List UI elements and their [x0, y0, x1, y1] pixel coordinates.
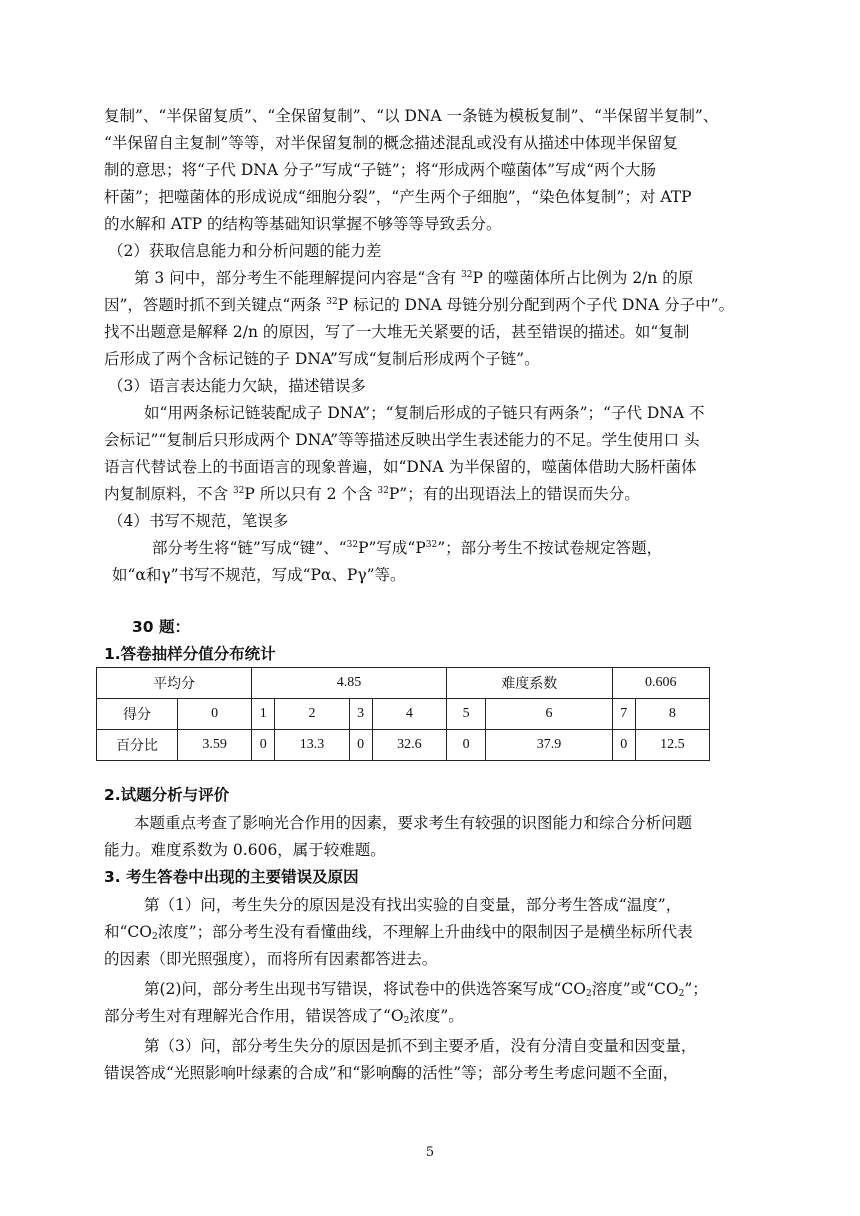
- text-line: 部分考生对有理解光合作用，错误答成了“$O_2$浓度”。: [104, 1007, 464, 1026]
- text-line: 后形成了两个含标记链的子 DNA”写成“复制后形成两个子链”。: [104, 350, 540, 368]
- score-label: 得分: [97, 699, 178, 730]
- section-2-paragraph: [104, 265, 754, 373]
- percent-cell: 0: [349, 730, 372, 761]
- intro-paragraph: [104, 103, 754, 238]
- text-line: 第（3）问，部分考生失分的原因是抓不到主要矛盾，没有分清自变量和因变量，: [144, 1037, 697, 1055]
- errors-heading: 3. 考生答卷中出现的主要错误及原因: [104, 868, 359, 886]
- score-cell: 7: [612, 699, 635, 730]
- text-line: 因”，答题时抓不到关键点“两条 $^{32}$P 标记的 DNA 母链分别分配到两个子代 DNA 分子中”。: [104, 296, 735, 314]
- score-cell: 0: [178, 699, 252, 730]
- page-number: 5: [425, 1145, 435, 1160]
- text-line: 内复制原料，不含 $^{32}$P 所以只有 2 个含 $^{32}$P”；有的出现语法上的错误而失分。: [104, 485, 640, 503]
- text-line: 第（1）问，考生失分的原因是没有找出实验的自变量，部分考生答成“温度”，: [144, 896, 682, 914]
- text-line: 能力。难度系数为 0.606，属于较难题。: [104, 841, 386, 859]
- text-line: 杆菌”；把噬菌体的形成说成“细胞分裂”，“产生两个子细胞”，“染色体复制”；对 ATP: [104, 188, 692, 206]
- analysis-heading: 2.试题分析与评价: [104, 786, 230, 804]
- text-line: 的因素（即光照强度），而将所有因素都答进去。: [104, 950, 438, 968]
- table-row: [97, 730, 710, 761]
- error-2-paragraph: [104, 976, 754, 1030]
- score-cell: 8: [635, 699, 709, 730]
- text-line: 第(2)问，部分考生出现书写错误，将试卷中的供选答案写成“$CO_2$溶度”或“$CO_2$”；: [144, 980, 708, 999]
- analysis-paragraph: [104, 810, 754, 864]
- text-line: 第 3 问中，部分考生不能理解提问内容是“含有 $^{32}$P 的噬菌体所占比例为 2/n 的原: [134, 269, 694, 287]
- section-3-paragraph: [104, 400, 754, 508]
- percent-cell: 3.59: [178, 730, 252, 761]
- score-cell: 4: [372, 699, 446, 730]
- avg-label: 平均分: [97, 668, 252, 699]
- table-row: [97, 668, 710, 699]
- section-4-heading: （4）书写不规范，笔误多: [108, 512, 289, 530]
- text-line: 会标记”“复制后只形成两个 DNA”等等描述反映出学生表述能力的不足。学生使用口 头: [104, 431, 700, 449]
- score-cell: 1: [252, 699, 275, 730]
- error-3-paragraph: [104, 1033, 754, 1087]
- section-3-heading: （3）语言表达能力欠缺，描述错误多: [108, 377, 366, 395]
- score-cell: 6: [486, 699, 612, 730]
- text-line: 语言代替试卷上的书面语言的现象普遍，如“DNA 为半保留的，噬菌体借助大肠杆菌体: [104, 458, 697, 476]
- text-line: 的水解和 ATP 的结构等基础知识掌握不够等等导致丢分。: [104, 215, 502, 233]
- percent-cell: 13.3: [275, 730, 349, 761]
- text-line: 部分考生将“链”写成“键”、“$^{32}$P”写成“$P^{32}$”；部分考生不按试卷规定答题，: [152, 539, 663, 557]
- percent-cell: 0: [446, 730, 486, 761]
- percent-cell: 32.6: [372, 730, 446, 761]
- text-line: “半保留自主复制”等等，对半保留复制的概念描述混乱或没有从描述中体现半保留复: [104, 134, 678, 152]
- score-cell: 3: [349, 699, 372, 730]
- section-2-heading: （2）获取信息能力和分析问题的能力差: [108, 242, 382, 260]
- percent-label: 百分比: [97, 730, 178, 761]
- text-line: 如“α和γ”书写不规范，写成“Pα、Pγ”等。: [112, 566, 406, 584]
- section-4-paragraph: [112, 535, 762, 589]
- score-distribution-table: [96, 667, 710, 761]
- table-row: [97, 699, 710, 730]
- percent-cell: 12.5: [635, 730, 709, 761]
- text-line: 如“用两条标记链装配成子 DNA”；“复制后形成的子链只有两条”；“子代 DNA 不: [144, 404, 705, 422]
- text-line: 找不出题意是解释 2/n 的原因，写了一大堆无关紧要的话，甚至错误的描述。如“复制: [104, 323, 690, 341]
- difficulty-value: 0.606: [612, 668, 709, 699]
- percent-cell: 0: [252, 730, 275, 761]
- text-line: 错误答成“光照影响叶绿素的合成”和“影响酶的活性”等；部分考生考虑问题不全面，: [104, 1064, 679, 1082]
- avg-value: 4.85: [252, 668, 447, 699]
- difficulty-label: 难度系数: [446, 668, 612, 699]
- text-line: 本题重点考查了影响光合作用的因素，要求考生有较强的识图能力和综合分析问题: [134, 814, 693, 832]
- score-cell: 5: [446, 699, 486, 730]
- text-line: 制的意思；将“子代 DNA 分子”写成“子链”；将“形成两个噬菌体”写成“两个大肠: [104, 161, 657, 179]
- percent-cell: 37.9: [486, 730, 612, 761]
- percent-cell: 0: [612, 730, 635, 761]
- text-line: 复制”、“半保留复质”、“全保留复制”、“以 DNA 一条链为模板复制”、“半保留半复制”、: [104, 107, 719, 125]
- text-line: 和“$CO_2$浓度”；部分考生没有看懂曲线，不理解上升曲线中的限制因子是横坐标所代表: [104, 923, 693, 942]
- question-30-heading: 30 题：: [132, 618, 190, 636]
- stats-heading: 1.答卷抽样分值分布统计: [104, 645, 276, 663]
- score-cell: 2: [275, 699, 349, 730]
- error-1-paragraph: [104, 892, 754, 973]
